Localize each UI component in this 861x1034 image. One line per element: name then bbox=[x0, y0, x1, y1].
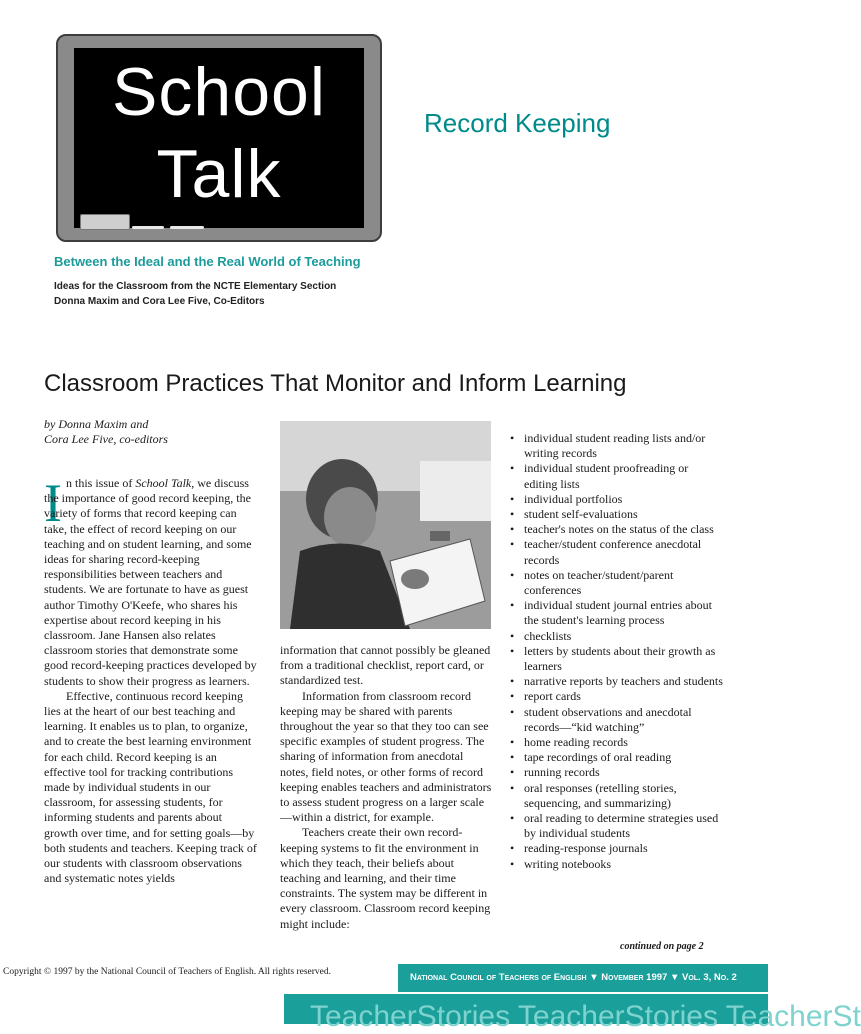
list-item: • student observations and anecdotal records—“kid watching” bbox=[510, 705, 724, 735]
list-item: • oral responses (retelling stories, sequencing, and summarizing) bbox=[510, 781, 724, 811]
byline-line: by Donna Maxim and bbox=[44, 417, 149, 431]
list-item: • student self-evaluations bbox=[510, 507, 724, 522]
paragraph-text: n this issue of bbox=[66, 476, 136, 490]
list-item: • checklists bbox=[510, 629, 724, 644]
byline bbox=[44, 417, 254, 447]
chalk-icon bbox=[170, 226, 204, 229]
column-2 bbox=[280, 643, 494, 932]
paragraph: information that cannot possibly be gleaned from a traditional checklist, report card, or standardized test. bbox=[280, 643, 491, 688]
board-title-talk: Talk bbox=[156, 136, 282, 212]
list-item: • report cards bbox=[510, 689, 724, 704]
list-item: • oral reading to determine strategies used by individual students bbox=[510, 811, 724, 841]
paragraph-text: , we discuss the importance of good record keeping, the variety of forms that record keeping can take, the effect of record keeping on our teaching and on student learning, and some ideas for sharing record-keeping responsibilities between teachers and students. We are fortunate to have as guest author Timothy O'Keefe, who shares his expertise about record keeping in his classroom. Jane Hansen also relates classroom stories that demonstrate some good record-keeping practices developed by students to show their progress as learners. bbox=[44, 476, 257, 688]
teacher-stories-text: TeacherStories TeacherStories TeacherSt bbox=[310, 1000, 861, 1033]
list-item: • tape recordings of oral reading bbox=[510, 750, 724, 765]
list-item: • running records bbox=[510, 765, 724, 780]
copyright-notice: Copyright © 1997 by the National Council of Teachers of English. All rights reserved. bbox=[3, 967, 332, 977]
column-3 bbox=[510, 431, 724, 872]
list-item: • letters by students about their growth as learners bbox=[510, 644, 724, 674]
column-1 bbox=[44, 473, 258, 886]
list-item: • individual student reading lists and/or writing records bbox=[510, 431, 724, 461]
list-item: • teacher's notes on the status of the class bbox=[510, 522, 724, 537]
continued-note: continued on page 2 bbox=[620, 941, 704, 952]
eraser-icon bbox=[80, 214, 130, 230]
list-item: • notes on teacher/student/parent conferences bbox=[510, 568, 724, 598]
drop-cap: I bbox=[44, 473, 62, 533]
record-keeping-list bbox=[510, 431, 724, 872]
list-item: • writing notebooks bbox=[510, 857, 724, 872]
board-title-school: School bbox=[112, 54, 326, 130]
paragraph: Teachers create their own record-keeping systems to fit the environment in which they teach, their beliefs about teaching and learning, and their time constraints. The system may be different in every classroom. Classroom record keeping might include: bbox=[280, 825, 491, 931]
paragraph bbox=[44, 473, 258, 689]
list-item: • narrative reports by teachers and students bbox=[510, 674, 724, 689]
issue-topic: Record Keeping bbox=[424, 108, 611, 138]
student-writing-illustration bbox=[280, 421, 491, 629]
volume-number: Vol. 3, No. 2 bbox=[682, 972, 737, 983]
list-item: • individual student proofreading or editing lists bbox=[510, 461, 724, 491]
byline-line: Cora Lee Five, co-editors bbox=[44, 432, 168, 446]
tagline: Between the Ideal and the Real World of Teaching bbox=[54, 254, 361, 269]
triangle-down-icon: ▼ bbox=[589, 972, 599, 983]
list-item: • teacher/student conference anecdotal records bbox=[510, 537, 724, 567]
org-name: National Council of Teachers of English bbox=[410, 972, 587, 983]
list-item: • home reading records bbox=[510, 735, 724, 750]
publication-info bbox=[410, 972, 737, 983]
issue-date: November 1997 bbox=[601, 972, 668, 983]
article-headline: Classroom Practices That Monitor and Inform Learning bbox=[44, 370, 627, 397]
editors-credit: Donna Maxim and Cora Lee Five, Co-Editors bbox=[54, 296, 265, 307]
section-credit: Ideas for the Classroom from the NCTE Elementary Section bbox=[54, 281, 337, 292]
paragraph: Information from classroom record keeping may be shared with parents throughout the year so that they too can see specific examples of student progress. The sharing of information from anecdotal notes, field notes, or other forms of record keeping enables teachers and administrators to assess student progress on a larger scale—within a district, for example. bbox=[280, 688, 492, 825]
chalk-icon bbox=[132, 226, 164, 229]
list-item: • individual portfolios bbox=[510, 492, 724, 507]
list-item: • reading-response journals bbox=[510, 841, 724, 856]
student-photo bbox=[280, 421, 491, 629]
paragraph: Effective, continuous record keeping lies at the heart of our best teaching and learning. It enables us to plan, to organize, and to create the best learning environment for each child. Record keeping is an effective tool for tracking contributions made by individual students in our classroom, for assessing students, for informing students and parents about growth over time, and for setting goals—by both students and teachers. Keeping track of our students with classroom observations and systematic notes yields bbox=[44, 688, 257, 886]
publication-name: School Talk bbox=[135, 476, 192, 490]
list-item: • individual student journal entries about the student's learning process bbox=[510, 598, 724, 628]
triangle-down-icon: ▼ bbox=[669, 972, 680, 983]
